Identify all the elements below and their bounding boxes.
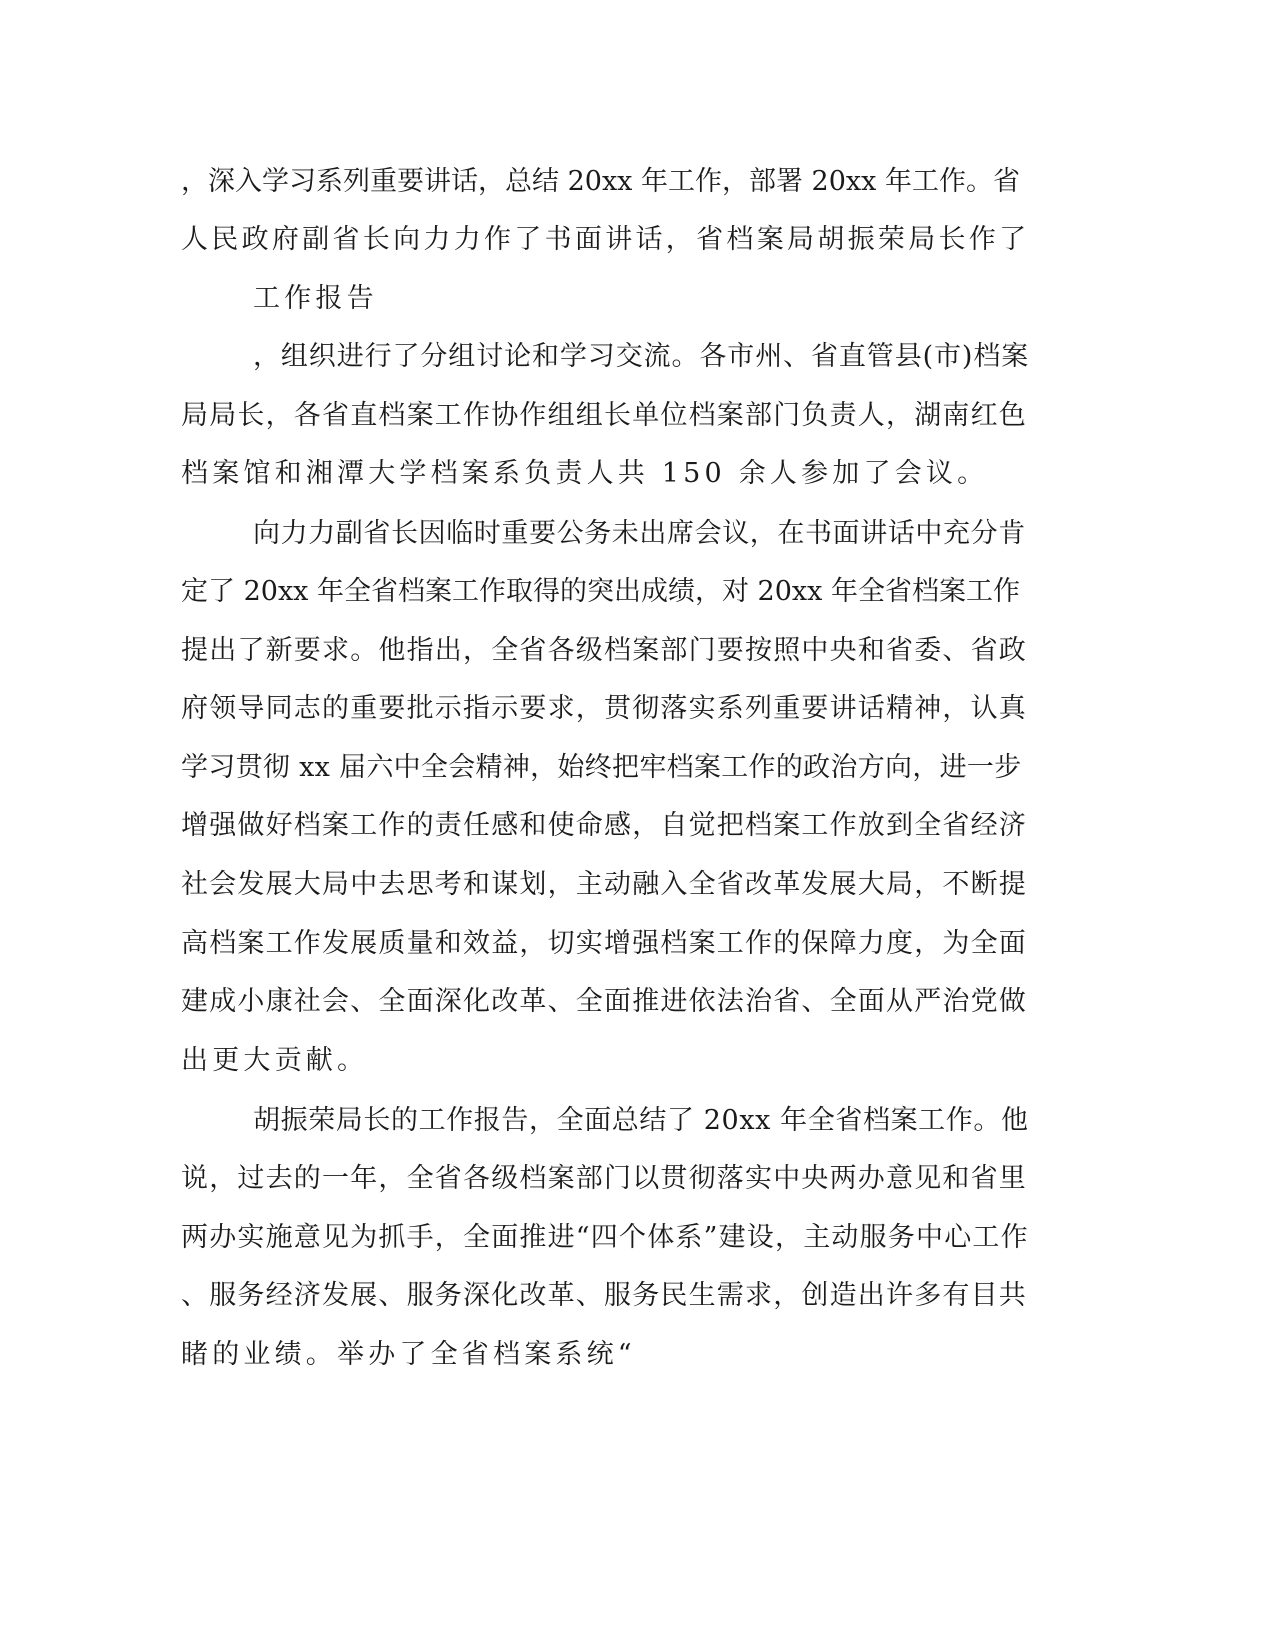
text-line: 人民政府副省长向力力作了书面讲话，省档案局胡振荣局长作了 — [181, 224, 1030, 255]
text-line: 定了 20xx 年全省档案工作取得的突出成绩，对 20xx 年全省档案工作 — [181, 576, 1020, 607]
text-line: 档案馆和湘潭大学档案系负责人共 150 余人参加了会议。 — [181, 458, 989, 489]
text-line: 局局长，各省直档案工作协作组组长单位档案部门负责人，湖南红色 — [181, 400, 1027, 431]
text-line: 胡振荣局长的工作报告，全面总结了 20xx 年全省档案工作。他 — [253, 1105, 1029, 1136]
text-line: 两办实施意见为抓手，全面推进“四个体系”建设，主动服务中心工作 — [181, 1222, 1029, 1253]
text-line: 睹的业绩。举办了全省档案系统“ — [181, 1339, 636, 1370]
text-line: 增强做好档案工作的责任感和使命感，自觉把档案工作放到全省经济 — [181, 810, 1027, 841]
text-line: 社会发展大局中去思考和谋划，主动融入全省改革发展大局，不断提 — [181, 869, 1027, 900]
text-line: 学习贯彻 xx 届六中全会精神，始终把牢档案工作的政治方向，进一步 — [181, 752, 1022, 783]
text-line: 出更大贡献。 — [181, 1045, 369, 1076]
text-line: 高档案工作发展质量和效益，切实增强档案工作的保障力度，为全面 — [181, 928, 1027, 959]
text-line: 、服务经济发展、服务深化改革、服务民生需求，创造出许多有目共 — [181, 1280, 1027, 1311]
text-line: 工作报告 — [253, 283, 378, 314]
text-line: ，深入学习系列重要讲话，总结 20xx 年工作，部署 20xx 年工作。省 — [181, 166, 1020, 197]
text-line: 提出了新要求。他指出，全省各级档案部门要按照中央和省委、省政 — [181, 635, 1027, 666]
text-line: 向力力副省长因临时重要公务未出席会议，在书面讲话中充分肯 — [253, 518, 1026, 549]
text-line: 府领导同志的重要批示指示要求，贯彻落实系列重要讲话精神，认真 — [181, 693, 1027, 724]
text-line: 建成小康社会、全面深化改革、全面推进依法治省、全面从严治党做 — [181, 986, 1027, 1017]
text-line: ，组织进行了分组讨论和学习交流。各市州、省直管县(市)档案 — [253, 341, 1030, 372]
text-line: 说，过去的一年，全省各级档案部门以贯彻落实中央两办意见和省里 — [181, 1163, 1027, 1194]
